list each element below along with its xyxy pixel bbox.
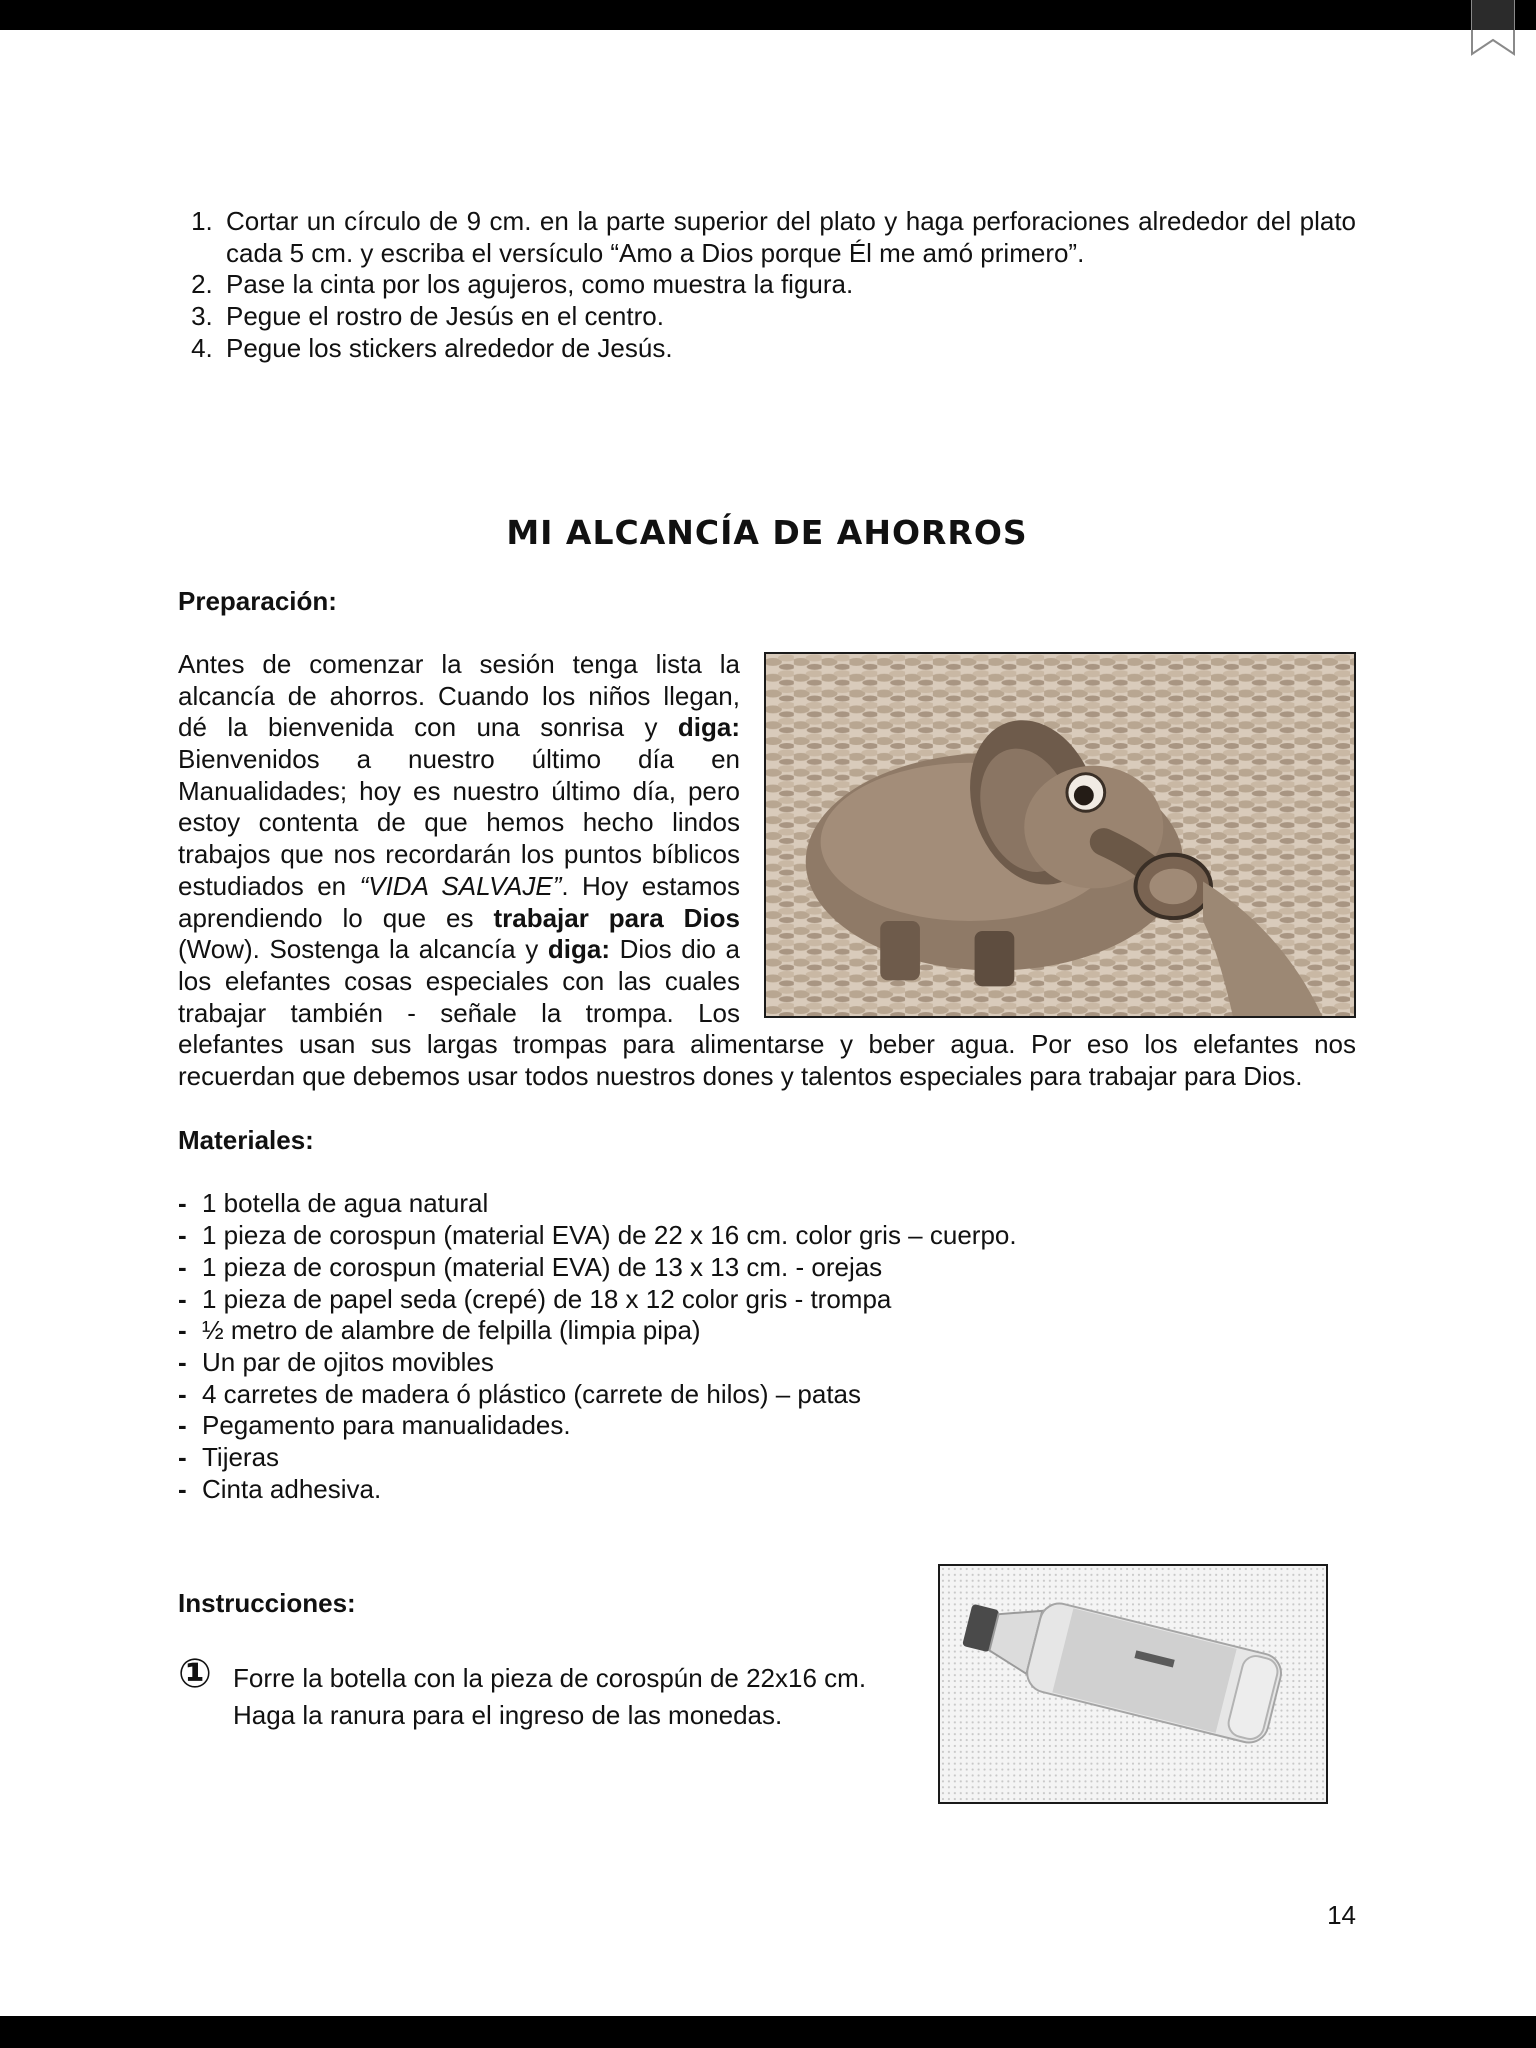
list-item: - ½ metro de alambre de felpilla (limpia pipa) bbox=[178, 1315, 1356, 1347]
materials-list bbox=[178, 1188, 1356, 1505]
document-page bbox=[178, 206, 1356, 1804]
top-bar bbox=[0, 0, 1536, 30]
bottle-photo bbox=[938, 1564, 1328, 1804]
list-item: - 4 carretes de madera ó plástico (carrete de hilos) – patas bbox=[178, 1379, 1356, 1411]
bookmark-icon[interactable] bbox=[1470, 0, 1516, 56]
list-item: - Pegamento para manualidades. bbox=[178, 1410, 1356, 1442]
step-text-line: Forre la botella con la pieza de corospún de 22x16 cm. bbox=[233, 1662, 867, 1693]
list-item: - Tijeras bbox=[178, 1442, 1356, 1474]
list-item: - Un par de ojitos movibles bbox=[178, 1347, 1356, 1379]
instruction-step-1 bbox=[178, 1650, 918, 1734]
list-item: - 1 pieza de papel seda (crepé) de 18 x 12 color gris - trompa bbox=[178, 1284, 1356, 1316]
list-item: 3. Pegue el rostro de Jesús en el centro. bbox=[220, 301, 1356, 333]
step-number: ① bbox=[178, 1650, 212, 1697]
preparation-paragraph: Antes de comenzar la sesión tenga lista la alcancía de ahorros. Cuando los niños llegan, dé la bienvenida con una sonrisa y diga: Bienvenidos a nuestro último día en Manualidades; hoy es nuestro último día, pero estoy contenta de que hemos hecho lindos trabajos que nos recordarán los puntos bíblicos estudiados en “VIDA SALVAJE”. Hoy estamos aprendiendo lo que es trabajar para Dios (Wow). Sostenga la alcancía y diga: Dios dio a los elefantes cosas especiales con las cuales trabajar también - señale la trompa. Los elefantes usan sus largas trompas para alimentarse y beber agua. Por eso los elefantes nos recuerdan que debemos usar todos nuestros dones y talentos especiales para trabajar para Dios. bbox=[178, 648, 1356, 1092]
list-item: 2. Pase la cinta por los agujeros, como muestra la figura. bbox=[220, 269, 1356, 301]
instructions-section bbox=[178, 1564, 1356, 1804]
step-text-line: Haga la ranura para el ingreso de las monedas. bbox=[233, 1699, 783, 1730]
list-item: - 1 pieza de corospun (material EVA) de 22 x 16 cm. color gris – cuerpo. bbox=[178, 1220, 1356, 1252]
section-title: MI ALCANCÍA DE AHORROS bbox=[506, 512, 1028, 552]
page-number: 14 bbox=[1327, 1900, 1356, 1930]
instructions-heading: Instrucciones: bbox=[178, 1587, 356, 1618]
list-item: - Cinta adhesiva. bbox=[178, 1474, 1356, 1506]
list-item: 1. Cortar un círculo de 9 cm. en la parte superior del plato y haga perforaciones alrededor del plato cada 5 cm. y escriba el versículo “Amo a Dios porque Él me amó primero”. bbox=[220, 206, 1356, 269]
bottom-bar bbox=[0, 2016, 1536, 2048]
list-item: - 1 botella de agua natural bbox=[178, 1188, 1356, 1220]
preparation-heading: Preparación: bbox=[178, 586, 337, 617]
list-item: 4. Pegue los stickers alrededor de Jesús. bbox=[220, 333, 1356, 365]
list-item: - 1 pieza de corospun (material EVA) de 13 x 13 cm. - orejas bbox=[178, 1252, 1356, 1284]
materials-heading: Materiales: bbox=[178, 1124, 314, 1155]
top-steps-list bbox=[178, 206, 1356, 365]
elephant-photo bbox=[764, 652, 1356, 1018]
